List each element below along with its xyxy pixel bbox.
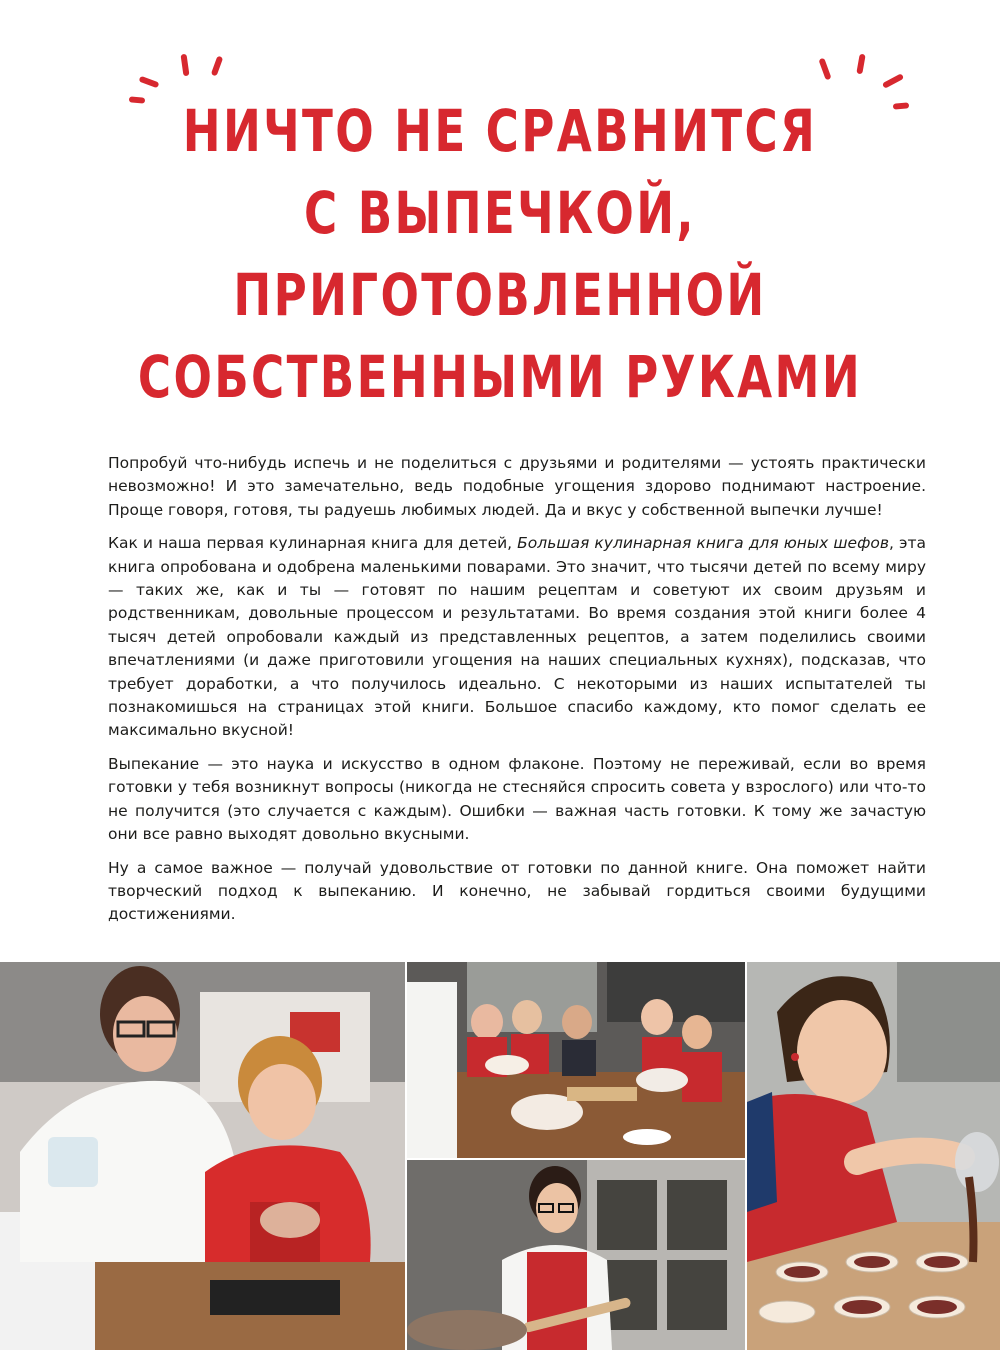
girl-filling-cupcakes-photo [747,962,1000,1350]
title-line-3: ПРИГОТОВЛЕННОЙ [233,261,767,329]
body-text [108,452,926,937]
title-line-4: СОБСТВЕННЫМИ РУКАМИ [137,343,863,411]
title-line-2: С ВЫПЕЧКОЙ, [304,179,696,247]
paragraph-2-rest: , эта книга опробована и одобрена маленькими поварами. Это значит, что тысячи детей по всему миру — таких же, как и ты — готовят по нашим рецептам и советуют их своим друзьям и родственникам, довольные процессом и результатами. Во время создания этой книги более 4 тысяч детей опробовали каждый из представленных рецептов, а затем поделились своими впечатлениями (и даже приготовили угощения на наших специальных кухнях), подсказав, что требует доработки, а что получилось идеально. С некоторыми из наших испытателей ты познакомишься на страницах этой книги. Большое спасибо каждому, кто помог сделать ее максимально вкусной! [108,534,926,740]
kids-at-table-photo [407,962,745,1158]
paragraph-3: Выпекание — это наука и искусство в одном флаконе. Поэтому не переживай, если во время готовки у тебя возникнут вопросы (никогда не стесняйся спросить совета у взрослого) или что-то не получится (это случается с каждым). Ошибки — важная часть готовки. К тому же зачастую они все равно выходят довольно вкусными. [108,754,926,844]
book-title: Большая кулинарная книга для юных шефов [517,534,889,553]
girl-with-rolling-pin-photo [407,1160,745,1350]
chef-with-boy-photo [0,962,405,1350]
paragraph-2 [108,532,926,743]
paragraph-2-start: Как и наша первая кулинарная книга для детей, [108,534,518,553]
paragraph-1: Попробуй что-нибудь испечь и не поделиться с друзьями и родителями — устоять практически невозможно! И это замечательно, ведь подобные угощения здорово поднимают настроение. Проще говоря, готовя, ты радуешь любимых людей. Да и вкус у собственной выпечки лучше! [108,454,926,519]
page-title [0,90,1000,418]
title-line-1: НИЧТО НЕ СРАВНИТСЯ [182,97,818,165]
photo-strip [0,962,1000,1350]
paragraph-4: Ну а самое важное — получай удовольствие от готовки по данной книге. Она поможет найти творческий подход к выпеканию. И конечно, не забывай гордиться своими будущими достижениями. [108,858,926,924]
